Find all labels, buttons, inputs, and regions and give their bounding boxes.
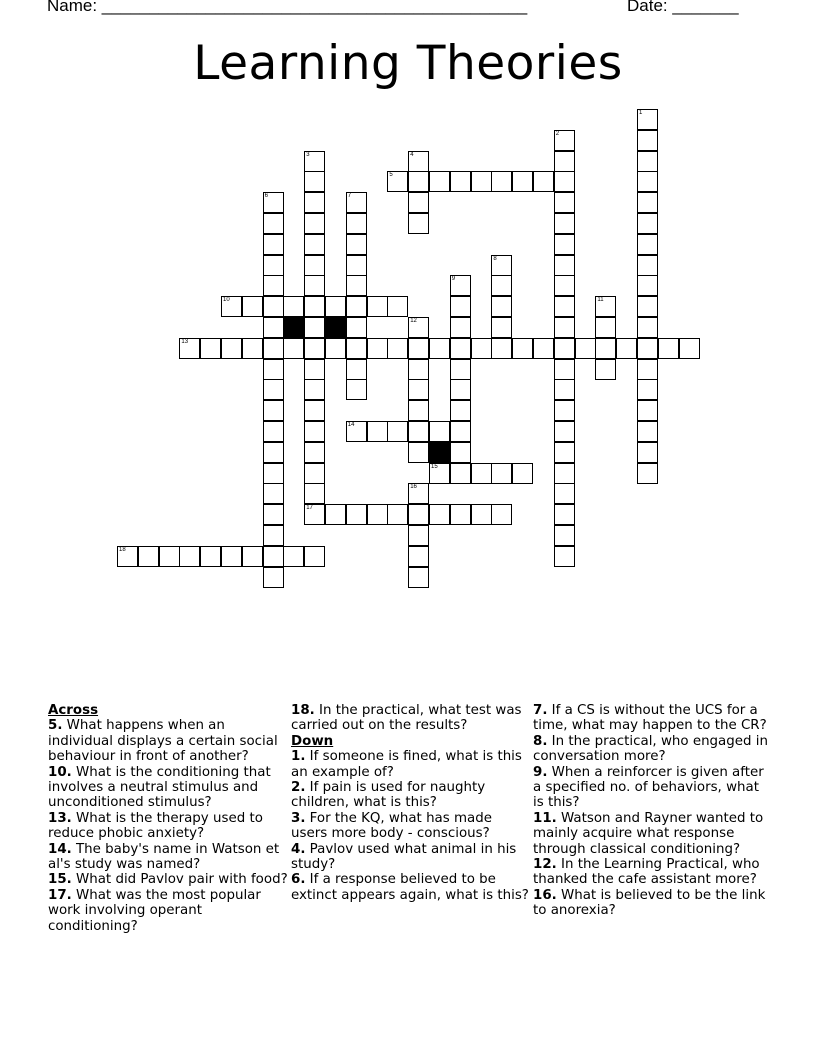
clue-number-label: 5	[389, 172, 393, 179]
grid-cell[interactable]	[304, 234, 325, 255]
clue-text: In the practical, what test was carried out on the results?	[291, 703, 522, 734]
clue-text: The baby's name in Watson et al's study was named?	[48, 841, 280, 873]
grid-cell[interactable]	[263, 338, 284, 359]
grid-cell[interactable]	[679, 338, 700, 359]
clue-text: If someone is fined, what is this an example of?	[291, 749, 522, 780]
grid-cell[interactable]	[387, 421, 408, 442]
clue-across-14	[48, 842, 288, 873]
clue-number-label: 11	[597, 297, 604, 304]
grid-cell[interactable]	[221, 546, 242, 567]
grid-cell[interactable]	[304, 442, 325, 463]
grid-cell[interactable]	[346, 275, 367, 296]
grid-cell[interactable]	[450, 421, 471, 442]
grid-cell[interactable]	[325, 296, 346, 317]
grid-cell[interactable]	[408, 338, 429, 359]
clue-number: 14.	[48, 841, 72, 857]
clue-text: What is the conditioning that involves a neutral stimulus and unconditioned stimulus?	[48, 764, 271, 811]
clue-across-18	[291, 703, 531, 734]
grid-cell[interactable]	[304, 338, 325, 359]
clue-text: In the practical, who engaged in conversation more?	[533, 733, 768, 765]
grid-cell[interactable]	[637, 213, 658, 234]
grid-cell[interactable]	[367, 504, 388, 525]
grid-cell[interactable]	[450, 359, 471, 380]
grid-cell[interactable]	[408, 171, 429, 192]
clue-number-label: 6	[264, 193, 268, 200]
clue-number-label: 3	[306, 151, 310, 158]
grid-cell[interactable]	[491, 275, 512, 296]
clue-text: What was the most popular work involving operant conditioning?	[48, 887, 261, 934]
grid-cell[interactable]	[554, 192, 575, 213]
grid-cell[interactable]	[512, 171, 533, 192]
grid-cell[interactable]	[346, 296, 367, 317]
grid-cell[interactable]	[200, 546, 221, 567]
grid-cell[interactable]	[491, 171, 512, 192]
grid-cell[interactable]	[221, 296, 242, 317]
clue-number: 16.	[533, 887, 557, 903]
grid-cell[interactable]	[637, 151, 658, 172]
grid-cell[interactable]	[450, 442, 471, 463]
grid-cell[interactable]	[263, 442, 284, 463]
grid-cell[interactable]	[429, 338, 450, 359]
grid-cell[interactable]	[242, 296, 263, 317]
grid-cell[interactable]	[637, 109, 658, 130]
clue-text: If a response believed to be extinct appears again, what is this?	[291, 872, 529, 903]
grid-cell[interactable]	[554, 213, 575, 234]
grid-cell[interactable]	[554, 400, 575, 421]
clue-number-label: 14	[347, 422, 355, 428]
grid-cell[interactable]	[304, 359, 325, 380]
grid-cell[interactable]	[304, 379, 325, 400]
grid-cell[interactable]	[533, 171, 554, 192]
grid-cell[interactable]	[533, 338, 554, 359]
grid-cell[interactable]	[304, 463, 325, 484]
grid-cell[interactable]	[491, 317, 512, 338]
grid-cell[interactable]	[263, 213, 284, 234]
grid-cell[interactable]	[346, 192, 367, 213]
grid-cell[interactable]	[325, 504, 346, 525]
grid-cell[interactable]	[637, 255, 658, 276]
grid-cell[interactable]	[450, 296, 471, 317]
grid-cell[interactable]	[554, 338, 575, 359]
grid-cell[interactable]	[346, 338, 367, 359]
grid-cell[interactable]	[471, 338, 492, 359]
grid-cell[interactable]	[491, 296, 512, 317]
clue-number-label: 8	[493, 255, 497, 262]
grid-cell[interactable]	[491, 463, 512, 484]
grid-cell[interactable]	[283, 296, 304, 317]
grid-cell[interactable]	[304, 421, 325, 442]
grid-cell[interactable]	[429, 504, 450, 525]
grid-cell[interactable]	[304, 504, 325, 525]
clue-number-label: 2	[555, 130, 560, 137]
grid-cell[interactable]	[304, 317, 325, 338]
grid-cell[interactable]	[637, 171, 658, 192]
clue-number-label: 17	[306, 505, 313, 512]
grid-cell[interactable]	[263, 379, 284, 400]
grid-cell[interactable]	[346, 317, 367, 338]
grid-cell[interactable]	[325, 338, 346, 359]
grid-cell[interactable]	[637, 234, 658, 255]
clue-down-2	[291, 780, 531, 811]
grid-cell[interactable]	[491, 504, 512, 525]
grid-cell[interactable]	[595, 338, 616, 359]
grid-cell[interactable]	[595, 359, 616, 380]
grid-cell[interactable]	[346, 359, 367, 380]
grid-cell[interactable]	[554, 296, 575, 317]
grid-cell[interactable]	[263, 400, 284, 421]
clue-across-13	[48, 811, 288, 842]
grid-cell[interactable]	[263, 234, 284, 255]
grid-cell[interactable]	[637, 317, 658, 338]
grid-cell[interactable]	[408, 213, 429, 234]
grid-cell[interactable]	[554, 234, 575, 255]
grid-cell[interactable]	[221, 338, 242, 359]
clue-across-5	[48, 718, 288, 764]
grid-cell[interactable]	[346, 234, 367, 255]
grid-cell[interactable]	[408, 546, 429, 567]
grid-cell[interactable]	[450, 171, 471, 192]
grid-cell[interactable]	[242, 338, 263, 359]
clue-number-label: 9	[451, 276, 456, 283]
grid-cell[interactable]	[408, 317, 429, 338]
grid-cell[interactable]	[554, 255, 575, 276]
clue-number: 12.	[533, 857, 557, 873]
grid-cell[interactable]	[263, 255, 284, 276]
grid-cell[interactable]	[263, 483, 284, 504]
clue-number-label: 4	[410, 151, 414, 158]
grid-cell[interactable]	[554, 171, 575, 192]
grid-cell[interactable]	[263, 317, 284, 338]
grid-cell[interactable]	[429, 421, 450, 442]
clue-text: What is believed to be the link to anorexia?	[533, 887, 766, 919]
clue-number: 13.	[48, 810, 72, 826]
grid-cell[interactable]	[408, 359, 429, 380]
black-square	[283, 317, 304, 338]
grid-cell[interactable]	[554, 504, 575, 525]
grid-cell[interactable]	[283, 546, 304, 567]
grid-cell[interactable]	[512, 463, 533, 484]
grid-cell[interactable]	[408, 192, 429, 213]
across-heading: Across	[48, 703, 99, 718]
clue-number: 17.	[48, 887, 72, 903]
grid-cell[interactable]	[304, 192, 325, 213]
clue-down-11	[533, 811, 773, 857]
clue-number: 10.	[48, 764, 72, 780]
grid-cell[interactable]	[429, 463, 450, 484]
grid-cell[interactable]	[471, 504, 492, 525]
grid-cell[interactable]	[554, 483, 575, 504]
grid-cell[interactable]	[450, 379, 471, 400]
grid-cell[interactable]	[117, 546, 138, 567]
clue-text: If a CS is without the UCS for a time, what may happen to the CR?	[533, 703, 767, 734]
grid-cell[interactable]	[471, 171, 492, 192]
clue-across-15	[48, 872, 288, 887]
grid-cell[interactable]	[263, 421, 284, 442]
clue-across-17	[48, 888, 288, 934]
clue-text: If pain is used for naughty children, what is this?	[291, 780, 486, 811]
grid-cell[interactable]	[637, 421, 658, 442]
grid-cell[interactable]	[554, 151, 575, 172]
clue-text: When a reinforcer is given after a specified no. of behaviors, what is this?	[533, 764, 764, 811]
grid-cell[interactable]	[450, 504, 471, 525]
grid-cell[interactable]	[242, 546, 263, 567]
clue-down-16	[533, 888, 773, 919]
grid-cell[interactable]	[367, 338, 388, 359]
clue-number-label: 1	[639, 110, 643, 116]
clue-down-8	[533, 734, 773, 765]
clue-text: Pavlov used what animal in his study?	[291, 841, 517, 873]
grid-cell[interactable]	[637, 338, 658, 359]
clue-number: 9.	[533, 764, 548, 780]
clue-across-10	[48, 765, 288, 811]
grid-cell[interactable]	[304, 296, 325, 317]
clue-number: 2.	[291, 780, 306, 796]
grid-cell[interactable]	[491, 338, 512, 359]
clue-number: 7.	[533, 703, 548, 718]
grid-cell[interactable]	[387, 338, 408, 359]
name-field[interactable]: Name: _____________________________________________	[47, 0, 528, 15]
grid-cell[interactable]	[304, 546, 325, 567]
grid-cell[interactable]	[554, 442, 575, 463]
clue-number-label: 16	[410, 484, 417, 491]
grid-cell[interactable]	[263, 192, 284, 213]
down-heading: Down	[291, 733, 334, 749]
grid-cell[interactable]	[408, 400, 429, 421]
clue-text: What happens when an individual displays a certain social behaviour in front of another?	[48, 718, 278, 765]
clue-number: 5.	[48, 718, 63, 734]
clue-number-label: 13	[181, 338, 189, 345]
clue-down-12	[533, 857, 773, 888]
grid-cell[interactable]	[200, 338, 221, 359]
grid-cell[interactable]	[408, 442, 429, 463]
clue-number: 11.	[533, 810, 557, 826]
grid-cell[interactable]	[637, 192, 658, 213]
grid-cell[interactable]	[554, 546, 575, 567]
grid-cell[interactable]	[637, 463, 658, 484]
clue-number: 6.	[291, 872, 306, 888]
grid-cell[interactable]	[554, 525, 575, 546]
clue-number: 18.	[291, 703, 315, 718]
grid-cell[interactable]	[367, 421, 388, 442]
grid-cell[interactable]	[637, 275, 658, 296]
grid-cell[interactable]	[263, 275, 284, 296]
clue-down-1	[291, 749, 531, 780]
grid-cell[interactable]	[554, 130, 575, 151]
clue-number: 15.	[48, 872, 72, 888]
grid-cell[interactable]	[471, 463, 492, 484]
grid-cell[interactable]	[450, 463, 471, 484]
clue-down-7	[533, 703, 773, 734]
black-square	[429, 442, 450, 463]
clue-number-label: 7	[347, 193, 352, 200]
clue-number: 4.	[291, 841, 306, 857]
clue-number: 1.	[291, 749, 306, 765]
grid-cell[interactable]	[263, 504, 284, 525]
grid-cell[interactable]	[263, 525, 284, 546]
grid-cell[interactable]	[429, 171, 450, 192]
grid-cell[interactable]	[554, 379, 575, 400]
clues-column-2	[291, 703, 531, 903]
grid-cell[interactable]	[159, 546, 180, 567]
grid-cell[interactable]	[138, 546, 159, 567]
clue-number-label: 15	[431, 463, 438, 470]
grid-cell[interactable]	[408, 483, 429, 504]
grid-cell[interactable]	[554, 359, 575, 380]
grid-cell[interactable]	[637, 400, 658, 421]
grid-cell[interactable]	[304, 151, 325, 172]
grid-cell[interactable]	[554, 463, 575, 484]
black-square	[325, 317, 346, 338]
grid-cell[interactable]	[346, 255, 367, 276]
grid-cell[interactable]	[595, 317, 616, 338]
grid-cell[interactable]	[263, 359, 284, 380]
grid-cell[interactable]	[387, 504, 408, 525]
grid-cell[interactable]	[346, 421, 367, 442]
grid-cell[interactable]	[179, 546, 200, 567]
grid-cell[interactable]	[554, 317, 575, 338]
grid-cell[interactable]	[304, 483, 325, 504]
clue-text: For the KQ, what has made users more body - conscious?	[291, 810, 492, 842]
grid-cell[interactable]	[408, 379, 429, 400]
clue-down-6	[291, 872, 531, 903]
grid-cell[interactable]	[450, 275, 471, 296]
grid-cell[interactable]	[408, 421, 429, 442]
grid-cell[interactable]	[658, 338, 679, 359]
grid-cell[interactable]	[554, 275, 575, 296]
clue-down-9	[533, 765, 773, 811]
grid-cell[interactable]	[512, 338, 533, 359]
grid-cell[interactable]	[408, 151, 429, 172]
grid-cell[interactable]	[637, 359, 658, 380]
grid-cell[interactable]	[408, 567, 429, 588]
grid-cell[interactable]	[554, 421, 575, 442]
clue-down-3	[291, 811, 531, 842]
clue-number-label: 12	[410, 318, 417, 324]
date-field[interactable]: Date: _______	[627, 0, 739, 15]
clues-column-1	[48, 703, 288, 934]
clues-column-3	[533, 703, 773, 919]
grid-cell[interactable]	[387, 296, 408, 317]
page-title: Learning Theories	[193, 36, 623, 91]
clue-number: 8.	[533, 733, 548, 749]
clue-text: What did Pavlov pair with food?	[76, 872, 288, 888]
grid-cell[interactable]	[408, 525, 429, 546]
grid-cell[interactable]	[387, 171, 408, 192]
clue-text: Watson and Rayner wanted to mainly acquire what response through classical conditioning?	[533, 810, 764, 857]
grid-cell[interactable]	[575, 338, 596, 359]
grid-cell[interactable]	[346, 213, 367, 234]
grid-cell[interactable]	[637, 379, 658, 400]
grid-cell[interactable]	[263, 546, 284, 567]
grid-cell[interactable]	[304, 213, 325, 234]
grid-cell[interactable]	[616, 338, 637, 359]
grid-cell[interactable]	[450, 338, 471, 359]
grid-cell[interactable]	[637, 442, 658, 463]
grid-cell[interactable]	[263, 296, 284, 317]
clue-number-label: 18	[119, 546, 126, 553]
grid-cell[interactable]	[450, 317, 471, 338]
grid-cell[interactable]	[346, 379, 367, 400]
grid-cell[interactable]	[179, 338, 200, 359]
grid-cell[interactable]	[304, 275, 325, 296]
clue-text: What is the therapy used to reduce phobic anxiety?	[48, 810, 263, 842]
clue-number: 3.	[291, 810, 306, 826]
grid-cell[interactable]	[637, 130, 658, 151]
grid-cell[interactable]	[263, 463, 284, 484]
clue-number-label: 10	[223, 297, 230, 304]
grid-cell[interactable]	[263, 567, 284, 588]
grid-cell[interactable]	[304, 255, 325, 276]
grid-cell[interactable]	[304, 171, 325, 192]
grid-cell[interactable]	[450, 400, 471, 421]
clue-text: In the Learning Practical, who thanked the cafe assistant more?	[533, 857, 760, 888]
grid-cell[interactable]	[367, 296, 388, 317]
grid-cell[interactable]	[304, 400, 325, 421]
grid-cell[interactable]	[637, 296, 658, 317]
grid-cell[interactable]	[346, 504, 367, 525]
grid-cell[interactable]	[491, 255, 512, 276]
clue-down-4	[291, 842, 531, 873]
grid-cell[interactable]	[595, 296, 616, 317]
grid-cell[interactable]	[408, 504, 429, 525]
grid-cell[interactable]	[283, 338, 304, 359]
